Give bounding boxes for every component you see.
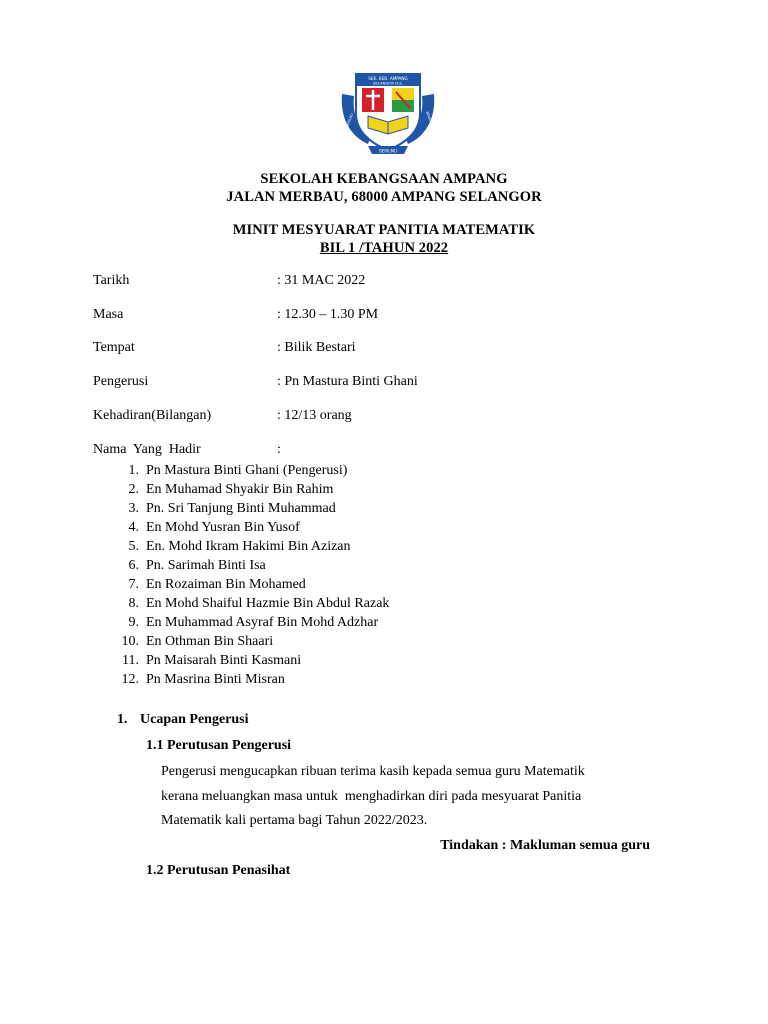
attendee-name: En Othman Bin Shaari [146, 634, 274, 649]
list-item [93, 575, 389, 594]
action-note: Tindakan : Makluman semua guru [440, 838, 650, 853]
list-number: 11. [122, 653, 139, 668]
list-number: 2. [128, 482, 139, 497]
list-item [93, 670, 389, 689]
list-item [93, 499, 389, 518]
school-name: SEKOLAH KEBANGSAAN AMPANG [260, 171, 508, 187]
svg-text:SEK. KEB. AMPANG: SEK. KEB. AMPANG [368, 76, 408, 81]
school-crest-icon [338, 66, 438, 158]
attendee-name: En Mohd Yusran Bin Yusof [146, 520, 300, 535]
document-number: BIL 1 /TAHUN 2022 [319, 240, 449, 256]
list-number: 7. [128, 577, 139, 592]
list-number: 10. [121, 634, 139, 649]
paragraph-line: kerana meluangkan masa untuk menghadirkan diri pada mesyuarat Panitia [161, 789, 582, 804]
attendee-name: Pn Mastura Binti Ghani (Pengerusi) [146, 463, 348, 478]
list-number: 5. [128, 539, 139, 554]
attendance-label: Kehadiran(Bilangan) [93, 408, 212, 423]
time-label: Masa [93, 307, 124, 322]
svg-text:BERILMU: BERILMU [345, 112, 355, 129]
list-number: 4. [128, 520, 139, 535]
svg-text:BERILMU: BERILMU [379, 148, 397, 154]
paragraph-line: Matematik kali pertama bagi Tahun 2022/2023. [161, 813, 428, 828]
attendee-name: En Muhamad Shyakir Bin Rahim [146, 482, 334, 497]
present-value: : [277, 442, 281, 457]
attendee-name: Pn. Sarimah Binti Isa [146, 558, 266, 573]
present-label: Nama Yang Hadir [93, 442, 201, 457]
section-1-2-title: 1.2 Perutusan Penasihat [146, 863, 291, 878]
date-value: : 31 MAC 2022 [277, 273, 366, 288]
attendee-name: Pn Maisarah Binti Kasmani [146, 653, 302, 668]
chair-value: : Pn Mastura Binti Ghani [277, 374, 418, 389]
section-1-1-title: 1.1 Perutusan Pengerusi [146, 738, 292, 753]
list-number: 12. [121, 672, 139, 687]
list-number: 1. [128, 463, 139, 478]
attendee-name: En. Mohd Ikram Hakimi Bin Azizan [146, 539, 351, 554]
time-value: : 12.30 – 1.30 PM [277, 307, 379, 322]
list-item [93, 594, 389, 613]
section-1-title: Ucapan Pengerusi [140, 712, 249, 727]
section-1-number: 1. [117, 712, 128, 727]
list-number: 8. [128, 596, 139, 611]
list-item [93, 556, 389, 575]
document-number-line [0, 240, 768, 257]
chair-label: Pengerusi [93, 374, 149, 389]
attendee-name: Pn Masrina Binti Misran [146, 672, 285, 687]
attendee-name: En Muhammad Asyraf Bin Mohd Adzhar [146, 615, 379, 630]
list-item [93, 480, 389, 499]
paragraph-line: Pengerusi mengucapkan ribuan terima kasih kepada semua guru Matematik [161, 764, 585, 779]
list-number: 6. [128, 558, 139, 573]
school-address: JALAN MERBAU, 68000 AMPANG SELANGOR [226, 189, 542, 205]
list-number: 9. [128, 615, 139, 630]
list-number: 3. [128, 501, 139, 516]
svg-text:SELANGOR D.E.: SELANGOR D.E. [373, 80, 403, 86]
svg-text:BERAKHLAK: BERAKHLAK [425, 110, 436, 132]
attendee-name: Pn. Sri Tanjung Binti Muhammad [146, 501, 336, 516]
list-item [93, 613, 389, 632]
attendee-list [93, 461, 389, 689]
attendee-name: En Rozaiman Bin Mohamed [146, 577, 306, 592]
list-item [93, 632, 389, 651]
date-label: Tarikh [93, 273, 130, 288]
place-label: Tempat [93, 340, 135, 355]
list-item [93, 461, 389, 480]
document-title: MINIT MESYUARAT PANITIA MATEMATIK [232, 222, 536, 238]
attendee-name: En Mohd Shaiful Hazmie Bin Abdul Razak [146, 596, 390, 611]
list-item [93, 537, 389, 556]
list-item [93, 518, 389, 537]
place-value: : Bilik Bestari [277, 340, 356, 355]
list-item [93, 651, 389, 670]
attendance-value: : 12/13 orang [277, 408, 352, 423]
